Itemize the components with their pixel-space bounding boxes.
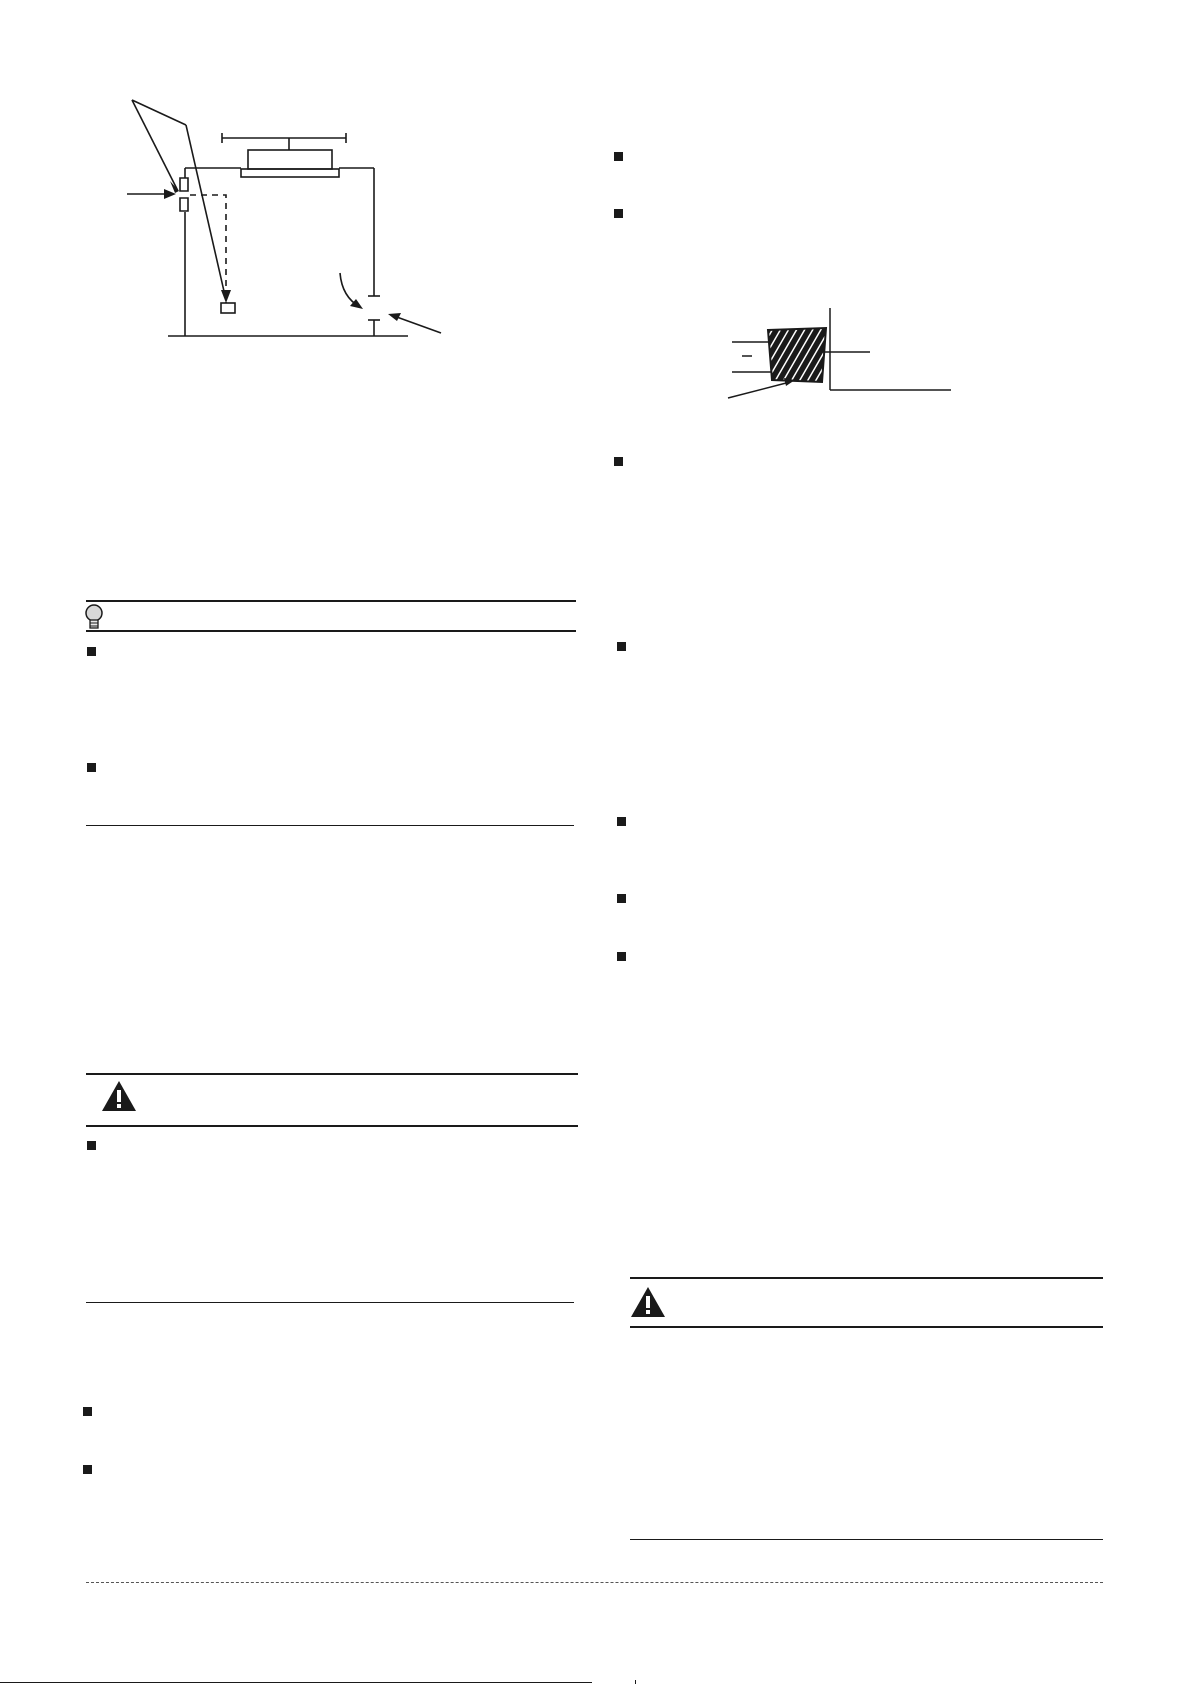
left-bullet-b: [83, 1465, 92, 1474]
warning-box-top-rule: [86, 1073, 578, 1075]
warning-triangle-icon: [630, 1286, 666, 1318]
warning-box-bottom-rule: [86, 1302, 574, 1303]
right-bullet-3: [614, 457, 623, 466]
lightbulb-icon: [84, 603, 104, 633]
right-bullet-1: [614, 152, 623, 161]
right-warning-header-rule: [630, 1326, 1103, 1328]
right-bullet-4: [617, 642, 626, 651]
footer-dashed-rule: [86, 1582, 1103, 1583]
tip-box-bottom-rule: [86, 825, 574, 826]
tip-bullet-2: [87, 763, 96, 772]
right-bullet-2: [614, 209, 623, 218]
tip-bullet-1: [87, 647, 96, 656]
footer-bottom-rule: [0, 1682, 592, 1683]
tip-box-header-rule: [86, 630, 576, 632]
right-warning-top-rule: [630, 1277, 1103, 1279]
right-bullet-7: [617, 952, 626, 961]
left-bullet-a: [83, 1407, 92, 1416]
right-warning-bottom-rule: [630, 1539, 1103, 1540]
right-bullet-6: [617, 894, 626, 903]
warning-bullet-1: [87, 1141, 96, 1150]
right-bullet-5: [617, 817, 626, 826]
warning-box-header-rule: [86, 1125, 578, 1127]
warning-triangle-icon: [101, 1080, 137, 1112]
tip-box-top-rule: [86, 600, 576, 602]
footer-tick: [635, 1680, 636, 1684]
